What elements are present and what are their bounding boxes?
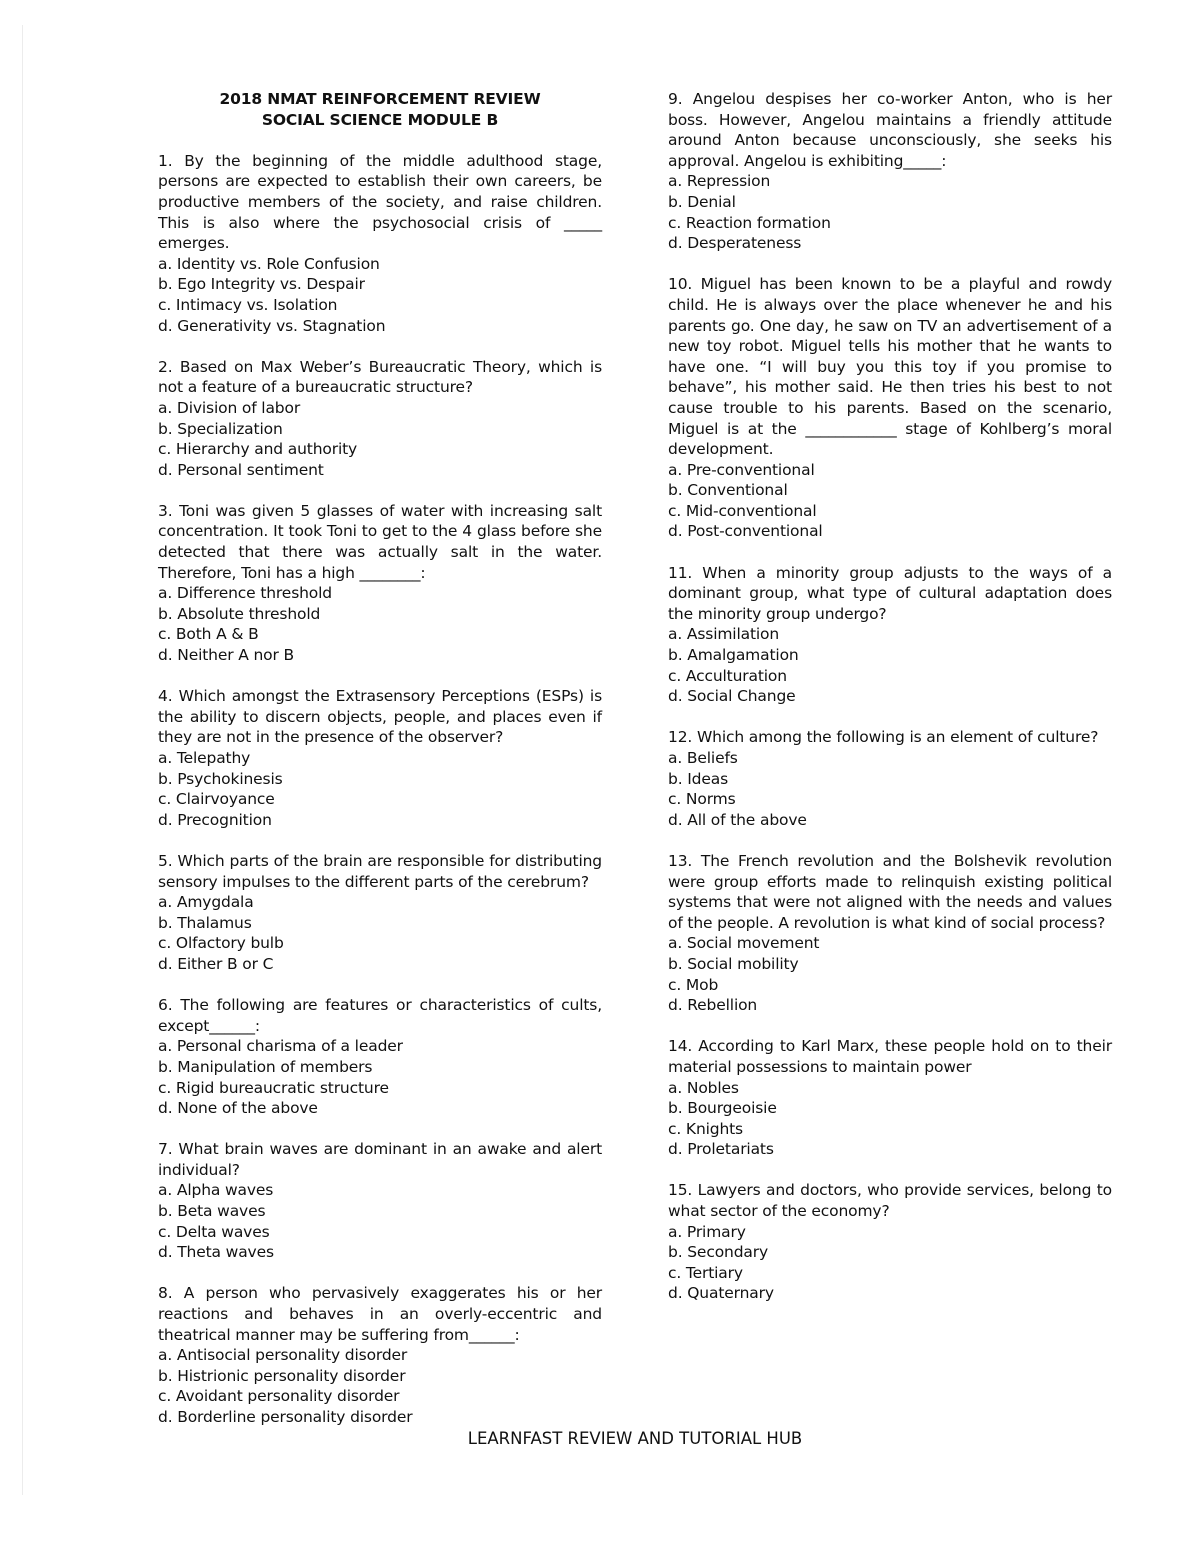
answer-option: c. Avoidant personality disorder [158, 1387, 400, 1406]
answer-option: c. Norms [668, 790, 736, 809]
answer-option: d. Borderline personality disorder [158, 1408, 413, 1426]
answer-option: d. Neither A nor B [158, 646, 294, 665]
question-stem: 1. By the beginning of the middle adulthood stage, persons are expected to establish their own careers, be productive members of the society, and raise children. This is also where the psychosocial crisis of _____ emerges. [158, 151, 602, 253]
answer-option: b. Histrionic personality disorder [158, 1366, 406, 1385]
answer-option: d. Desperateness [668, 234, 802, 253]
question-item [668, 1180, 1112, 1304]
right-column [668, 89, 1112, 1304]
answer-option: d. None of the above [158, 1099, 318, 1118]
question-item [158, 995, 602, 1119]
answer-option: b. Denial [668, 192, 736, 211]
answer-option: a. Social movement [668, 934, 820, 953]
answer-option: a. Antisocial personality disorder [158, 1346, 408, 1365]
answer-option: b. Psychokinesis [158, 769, 283, 788]
question-stem: 13. The French revolution and the Bolshevik revolution were group efforts made to relinquish existing political systems that were not aligned with the needs and values of the people. A revolution is what kind of social process? [668, 851, 1112, 932]
answer-option: c. Acculturation [668, 666, 787, 685]
answer-option: a. Repression [668, 172, 771, 191]
question-stem: 4. Which amongst the Extrasensory Perceptions (ESPs) is the ability to discern objects, people, and places even if they are not in the presence of the observer? [158, 687, 602, 747]
answer-option: c. Olfactory bulb [158, 934, 284, 953]
answer-option: b. Absolute threshold [158, 604, 321, 623]
question-item [158, 1139, 602, 1263]
answer-option: d. Theta waves [158, 1243, 274, 1262]
answer-option: a. Difference threshold [158, 584, 332, 603]
question-item [158, 151, 602, 336]
question-stem: 9. Angelou despises her co-worker Anton, who is her boss. However, Angelou maintains a friendly attitude around Anton because unconsciously, she seeks his approval. Angelou is exhibiting_____: [668, 90, 1112, 170]
answer-option: c. Tertiary [668, 1263, 743, 1282]
question-stem: 8. A person who pervasively exaggerates his or her reactions and behaves in an overly-eccentric and theatrical manner may be suffering from______: [158, 1284, 602, 1344]
question-item [158, 501, 602, 666]
answer-option: b. Ideas [668, 769, 729, 788]
answer-option: b. Ego Integrity vs. Despair [158, 275, 365, 294]
answer-option: c. Knights [668, 1119, 743, 1138]
answer-option: a. Personal charisma of a leader [158, 1037, 403, 1056]
answer-option: d. Social Change [668, 687, 796, 706]
left-question-list [158, 151, 602, 1428]
answer-option: c. Delta waves [158, 1222, 270, 1241]
answer-option: c. Rigid bureaucratic structure [158, 1078, 389, 1097]
answer-option: b. Beta waves [158, 1202, 266, 1221]
answer-option: c. Mob [668, 975, 719, 994]
question-stem: 10. Miguel has been known to be a playful and rowdy child. He is always over the place whenever he and his parents go. One day, he saw on TV an advertisement of a new toy robot. Miguel tells his mother that he wants to have one. “I will buy you this toy if you promise to behave”, his mother said. He then tries his best to not cause trouble to his parents. Based on the scenario, Miguel is at the ____________ stage of Kohlberg’s moral development. [668, 275, 1112, 459]
question-stem: 2. Based on Max Weber’s Bureaucratic Theory, which is not a feature of a bureaucratic structure? [158, 357, 602, 397]
answer-option: d. Precognition [158, 810, 272, 829]
answer-option: a. Amygdala [158, 893, 254, 912]
answer-option: a. Assimilation [668, 625, 780, 644]
answer-option: c. Reaction formation [668, 213, 831, 232]
answer-option: d. Post-conventional [668, 522, 823, 541]
answer-option: c. Mid-conventional [668, 501, 817, 520]
question-stem: 15. Lawyers and doctors, who provide services, belong to what sector of the economy? [668, 1181, 1112, 1221]
question-item [158, 357, 602, 481]
answer-option: b. Social mobility [668, 954, 799, 973]
answer-option: a. Nobles [668, 1078, 739, 1097]
answer-option: b. Specialization [158, 419, 283, 438]
question-item [158, 851, 602, 975]
answer-option: b. Secondary [668, 1243, 768, 1262]
footer-text: LEARNFAST REVIEW AND TUTORIAL HUB [467, 1429, 803, 1448]
question-item [158, 686, 602, 830]
document-title-line-1: 2018 NMAT REINFORCEMENT REVIEW [219, 90, 541, 108]
question-item [668, 563, 1112, 707]
question-item [668, 274, 1112, 542]
answer-option: b. Manipulation of members [158, 1057, 373, 1076]
question-item [158, 1283, 602, 1427]
answer-option: a. Identity vs. Role Confusion [158, 254, 380, 273]
answer-option: b. Thalamus [158, 913, 252, 932]
question-item [668, 1036, 1112, 1160]
answer-option: a. Telepathy [158, 749, 251, 767]
answer-option: d. Quaternary [668, 1284, 774, 1303]
question-item [668, 727, 1112, 830]
answer-option: b. Conventional [668, 481, 788, 500]
question-stem: 5. Which parts of the brain are responsible for distributing sensory impulses to the different parts of the cerebrum? [158, 851, 602, 891]
document-title-line-2: SOCIAL SCIENCE MODULE B [261, 110, 499, 129]
answer-option: d. All of the above [668, 810, 807, 829]
answer-option: a. Primary [668, 1222, 746, 1241]
right-question-list [668, 89, 1112, 1304]
answer-option: c. Both A & B [158, 625, 259, 644]
question-stem: 3. Toni was given 5 glasses of water with increasing salt concentration. It took Toni to get to the 4 glass before she detected that there was actually salt in the water. Therefore, Toni has a high ________: [158, 501, 602, 582]
answer-option: d. Either B or C [158, 954, 274, 973]
answer-option: b. Bourgeoisie [668, 1099, 777, 1118]
question-stem: 14. According to Karl Marx, these people hold on to their material possessions to maintain power [668, 1037, 1112, 1076]
question-stem: 6. The following are features or characteristics of cults, except______: [158, 996, 602, 1035]
answer-option: c. Hierarchy and authority [158, 440, 358, 459]
answer-option: d. Generativity vs. Stagnation [158, 316, 386, 335]
answer-option: b. Amalgamation [668, 646, 799, 665]
answer-option: a. Pre-conventional [668, 460, 815, 479]
question-item [668, 89, 1112, 254]
answer-option: c. Clairvoyance [158, 790, 275, 809]
question-item [668, 851, 1112, 1016]
answer-option: c. Intimacy vs. Isolation [158, 295, 338, 314]
answer-option: d. Rebellion [668, 996, 758, 1015]
question-stem: 7. What brain waves are dominant in an awake and alert individual? [158, 1140, 602, 1179]
answer-option: a. Beliefs [668, 749, 738, 767]
question-stem: 11. When a minority group adjusts to the ways of a dominant group, what type of cultural adaptation does the minority group undergo? [668, 563, 1112, 623]
answer-option: a. Alpha waves [158, 1181, 274, 1200]
answer-option: a. Division of labor [158, 398, 301, 417]
answer-option: d. Personal sentiment [158, 460, 324, 479]
answer-option: d. Proletariats [668, 1140, 774, 1159]
page-edge-line [22, 25, 23, 1495]
left-column [158, 89, 602, 1428]
question-stem: 12. Which among the following is an element of culture? [668, 728, 1099, 747]
